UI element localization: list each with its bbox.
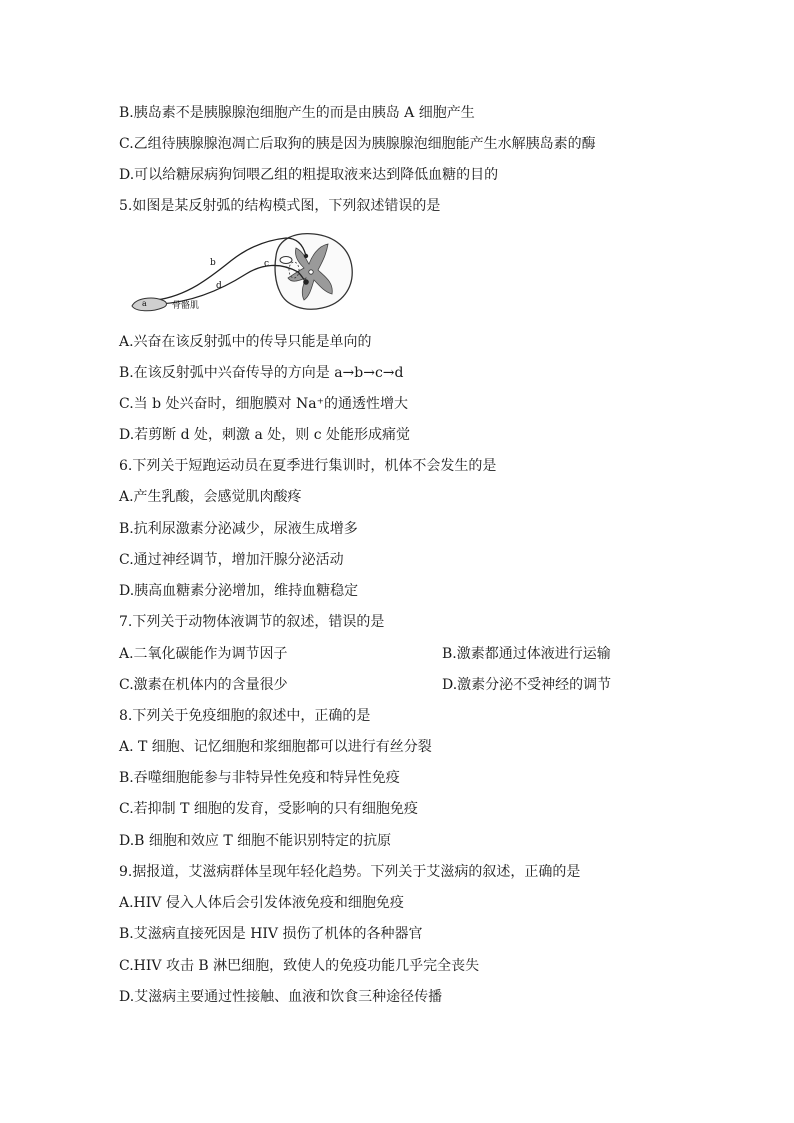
label-d: d: [216, 281, 222, 291]
q9-option-d: D.艾滋病主要通过性接触、血液和饮食三种途径传播: [119, 989, 443, 1005]
q8-stem: 8.下列关于免疫细胞的叙述中，正确的是: [119, 708, 371, 724]
q8-option-a: A. T 细胞、记忆细胞和浆细胞都可以进行有丝分裂: [119, 739, 432, 755]
ganglion: [280, 257, 292, 264]
q9-option-a: A.HIV 侵入人体后会引发体液免疫和细胞免疫: [119, 895, 404, 911]
q4-option-b: B.胰岛素不是胰腺腺泡细胞产生的而是由胰岛 A 细胞产生: [119, 105, 475, 121]
central-canal: [309, 270, 313, 274]
label-skeletal-muscle: 骨骼肌: [172, 301, 200, 311]
label-c: c: [264, 259, 270, 269]
q8-option-c: C.若抑制 T 细胞的发育，受影响的只有细胞免疫: [119, 801, 418, 817]
q7-option-c: C.激素在机体内的含量很少: [119, 677, 288, 693]
q6-option-c: C.通过神经调节，增加汗腺分泌活动: [119, 552, 344, 568]
q7-option-d: D.激素分泌不受神经的调节: [442, 677, 612, 693]
q5-stem: 5.如图是某反射弧的结构模式图，下列叙述错误的是: [119, 198, 441, 214]
label-b: b: [210, 258, 216, 268]
q5-option-a: A.兴奋在该反射弧中的传导只能是单向的: [119, 334, 372, 350]
reflex-arc-diagram: [128, 226, 356, 316]
interneuron-body: [304, 254, 308, 258]
q5-option-b: B.在该反射弧中兴奋传导的方向是 a→b→c→d: [119, 365, 404, 381]
q4-option-c: C.乙组待胰腺腺泡凋亡后取狗的胰是因为胰腺腺泡细胞能产生水解胰岛素的酶: [119, 136, 596, 152]
q8-option-b: B.吞噬细胞能参与非特异性免疫和特异性免疫: [119, 770, 400, 786]
q6-option-d: D.胰高血糖素分泌增加，维持血糖稳定: [119, 583, 359, 599]
q6-stem: 6.下列关于短跑运动员在夏季进行集训时，机体不会发生的是: [119, 458, 497, 474]
q5-option-c: C.当 b 处兴奋时，细胞膜对 Na⁺的通透性增大: [119, 396, 408, 412]
q9-option-c: C.HIV 攻击 B 淋巴细胞，致使人的免疫功能几乎完全丧失: [119, 958, 480, 974]
q7-option-a: A.二氧化碳能作为调节因子: [119, 646, 288, 662]
q6-option-a: A.产生乳酸，会感觉肌肉酸疼: [119, 489, 302, 505]
q9-option-b: B.艾滋病直接死因是 HIV 损伤了机体的各种器官: [119, 926, 423, 942]
motor-neuron-body: [303, 279, 309, 285]
q7-stem: 7.下列关于动物体液调节的叙述，错误的是: [119, 614, 385, 630]
q7-row-2: [119, 676, 612, 694]
q8-option-d: D.B 细胞和效应 T 细胞不能识别特定的抗原: [119, 833, 392, 849]
q9-stem: 9.据报道，艾滋病群体呈现年轻化趋势。下列关于艾滋病的叙述，正确的是: [119, 864, 581, 880]
q6-option-b: B.抗利尿激素分泌减少，尿液生成增多: [119, 521, 358, 537]
q7-row-1: [119, 645, 611, 663]
q7-option-b: B.激素都通过体液进行运输: [442, 646, 611, 662]
q5-option-d: D.若剪断 d 处，刺激 a 处，则 c 处能形成痛觉: [119, 427, 411, 443]
q4-option-d: D.可以给糖尿病狗饲喂乙组的粗提取液来达到降低血糖的目的: [119, 167, 499, 183]
skeletal-muscle: [132, 298, 167, 311]
label-a: a: [142, 299, 147, 308]
